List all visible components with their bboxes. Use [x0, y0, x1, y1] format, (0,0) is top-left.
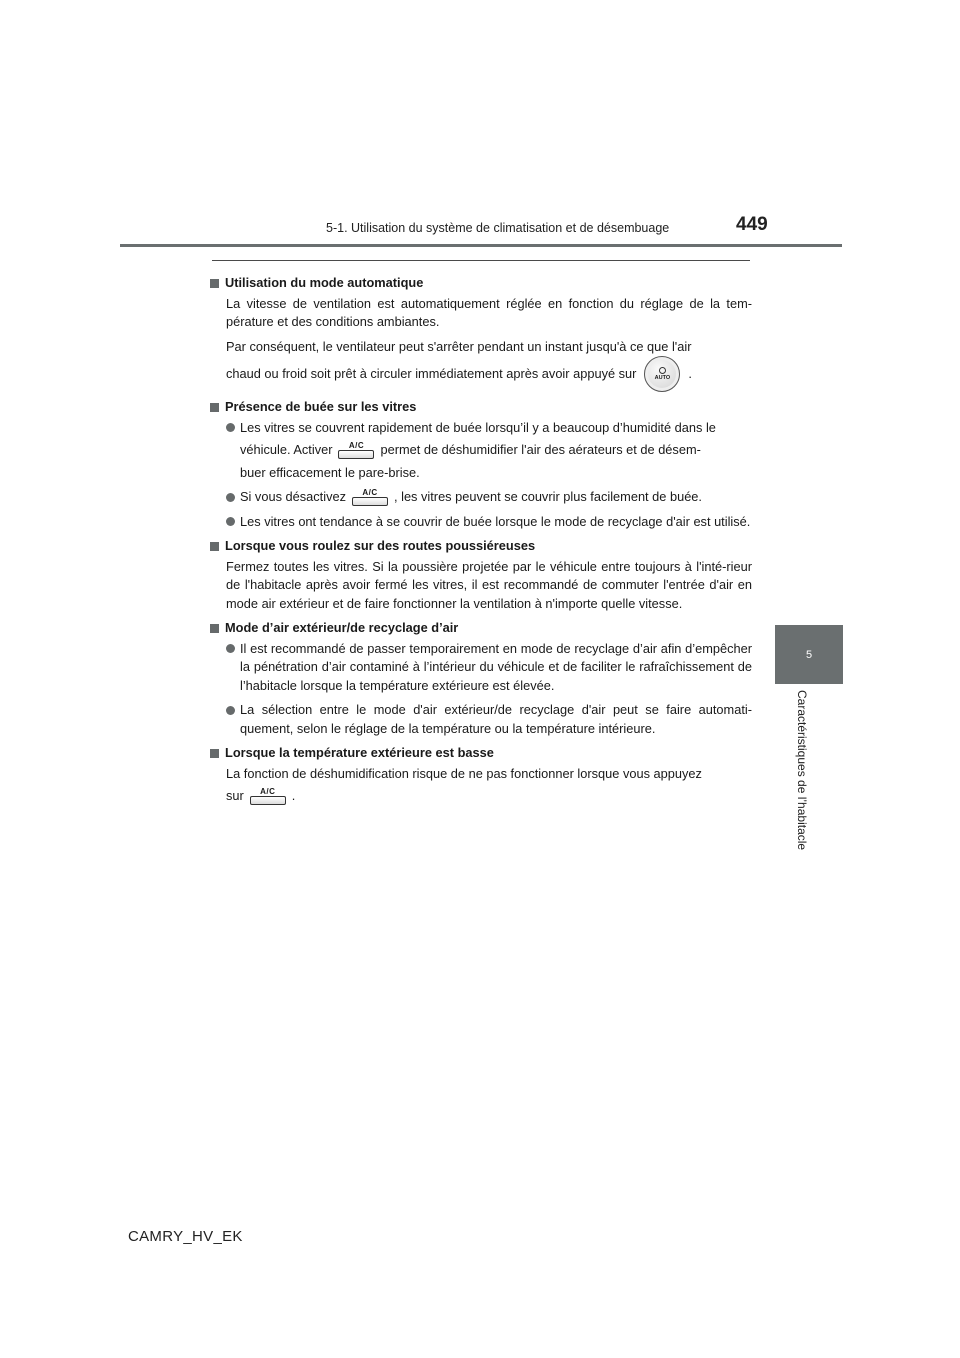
round-bullet-icon: [224, 704, 236, 716]
round-bullet-icon: [224, 643, 236, 655]
chapter-label: Caractéristiques de l’habitacle: [795, 690, 809, 851]
section-auto-mode: [210, 274, 752, 392]
section-heading: Utilisation du mode automatique: [225, 275, 424, 290]
paragraph-line: chaud ou froid soit prêt à circuler immédiatement après avoir appuyé sur AUTO .: [226, 356, 752, 392]
section-heading: Présence de buée sur les vitres: [225, 399, 417, 414]
section-low-temperature: [210, 744, 752, 806]
square-bullet-icon: [210, 403, 219, 412]
round-bullet-icon: [224, 491, 236, 503]
running-header-title: 5-1. Utilisation du système de climatisation et de désembuage: [326, 221, 670, 235]
list-item: Si vous désactivez A/C , les vitres peuvent se couvrir plus facilement de buée.: [224, 488, 752, 507]
paragraph: La vitesse de ventilation est automatiquement réglée en fonction du réglage de la tem-pérature et des conditions ambiantes.: [226, 295, 752, 329]
document-code: CAMRY_HV_EK: [128, 1228, 243, 1245]
paragraph: La fonction de déshumidification risque de ne pas fonctionner lorsque vous appuyez: [226, 765, 702, 781]
auto-button-icon: AUTO: [644, 356, 680, 392]
ac-button-icon: A/C: [338, 441, 374, 459]
section-fog: [210, 398, 752, 531]
list-item: Les vitres ont tendance à se couvrir de buée lorsque le mode de recyclage d'air est utilisé.: [224, 513, 752, 532]
square-bullet-icon: [210, 749, 219, 758]
page-content: [210, 274, 752, 812]
round-bullet-icon: [224, 516, 236, 528]
square-bullet-icon: [210, 542, 219, 551]
list-item: La sélection entre le mode d'air extérieur/de recyclage d'air peut se faire automati-quement, selon le réglage de la température ou la température intérieure.: [224, 701, 752, 738]
square-bullet-icon: [210, 279, 219, 288]
ac-button-icon: A/C: [352, 488, 388, 506]
list-item: Il est recommandé de passer temporairement en mode de recyclage d’air afin d’empêcher la pénétration d’air contaminé à l’intérieur du véhicule et de faciliter le rafraîchissement de l’habitacle lorsque la température extérieure est élevée.: [224, 640, 752, 696]
section-heading: Lorsque vous roulez sur des routes poussiéreuses: [225, 538, 536, 553]
paragraph: Fermez toutes les vitres. Si la poussière projetée par le véhicule entre toujours à l'inté-rieur de l'habitacle après avoir fermé les vitres, il est recommandé de commuter l'entrée d'air en mode air extérieur et de faire fonctionner la ventilation à n'importe quelle vitesse.: [226, 558, 752, 611]
paragraph: Par conséquent, le ventilateur peut s'arrêter pendant un instant jusqu'à ce que l'air: [226, 338, 692, 354]
ac-button-icon: A/C: [250, 787, 286, 805]
round-bullet-icon: [224, 422, 236, 434]
chapter-tab: [775, 625, 843, 684]
section-dusty-roads: [210, 537, 752, 613]
section-heading: Lorsque la température extérieure est basse: [225, 745, 494, 760]
paragraph-line: sur A/C .: [226, 787, 752, 806]
page-number: 449: [736, 214, 768, 235]
section-rule: [212, 260, 750, 261]
section-air-mode: [210, 619, 752, 738]
square-bullet-icon: [210, 624, 219, 633]
header-rule: [120, 244, 842, 247]
section-heading: Mode d’air extérieur/de recyclage d’air: [225, 620, 459, 635]
list-item: Les vitres se couvrent rapidement de buée lorsqu’il y a beaucoup d’humidité dans le véhicule. Activer A/C permet de déshumidifier l'air des aérateurs et de désem- buer efficacement le pare-brise.: [224, 419, 752, 483]
chapter-number: 5: [805, 648, 813, 661]
